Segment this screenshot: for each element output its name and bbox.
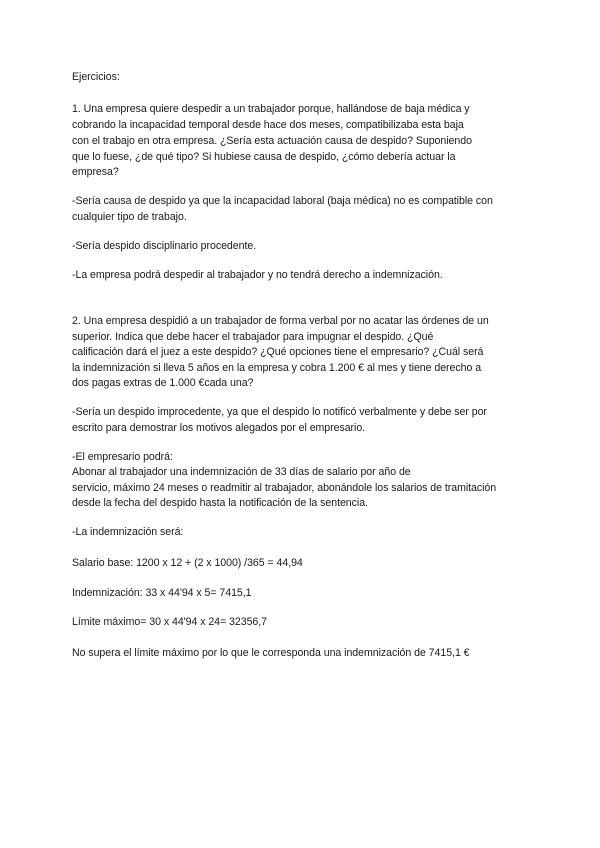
exercise2-question-line: la indemnización si lleva 5 años en la empresa y cobra 1.200 € al mes y tiene derecho a	[72, 362, 482, 374]
exercise2-question-line: calificación dará el juez a este despido? ¿Qué opciones tiene el empresario? ¿Cuál será	[72, 346, 484, 358]
exercise2-answer3: -La indemnización será:	[72, 526, 184, 538]
salario-base: Salario base: 1200 x 12 + (2 x 1000) /365 = 44,94	[72, 557, 303, 569]
heading: Ejercicios:	[72, 71, 120, 83]
conclusion: No supera el límite máximo por lo que le corresponda una indemnización de 7415,1 €	[72, 647, 470, 659]
exercise2-answer2-line: servicio, máximo 24 meses o readmitir al trabajador, abonándole los salarios de tramitación	[72, 482, 497, 494]
exercise1-question-line: empresa?	[72, 166, 119, 178]
exercise2-answer2-line: Abonar al trabajador una indemnización de 33 días de salario por año de	[72, 466, 411, 478]
limite-maximo: Límite máximo= 30 x 44'94 x 24= 32356,7	[72, 616, 268, 628]
exercise2-answer2-line: -El empresario podrá:	[72, 451, 173, 463]
exercise2-answer1-line: -Sería un despido improcedente, ya que el despido lo notificó verbalmente y debe ser por	[72, 406, 487, 418]
exercise1-question-line: que lo fuese, ¿de qué tipo? Si hubiese causa de despido, ¿cómo debería actuar la	[72, 151, 456, 163]
exercise1-question-line: con el trabajo en otra empresa. ¿Sería esta actuación causa de despido? Suponiendo	[72, 135, 472, 147]
exercise1-answer3: -La empresa podrá despedir al trabajador y no tendrá derecho a indemnización.	[72, 269, 443, 281]
exercise2-answer1-line: escrito para demostrar los motivos alegados por el empresario.	[72, 422, 366, 434]
exercise1-question-line: cobrando la incapacidad temporal desde hace dos meses, compatibilizaba esta baja	[72, 119, 464, 131]
exercise1-answer1-line: -Sería causa de despido ya que la incapacidad laboral (baja médica) no es compatible con	[72, 195, 493, 207]
exercise2-question-line: dos pagas extras de 1.000 €cada una?	[72, 377, 254, 389]
exercise1-answer2: -Sería despido disciplinario procedente.	[72, 240, 257, 252]
exercise1-answer1-line: cualquier tipo de trabajo.	[72, 211, 187, 223]
indemnizacion: Indemnización: 33 x 44'94 x 5= 7415,1	[72, 587, 252, 599]
exercise2-question-line: 2. Una empresa despidió a un trabajador de forma verbal por no acatar las órdenes de un	[72, 315, 489, 327]
exercise2-question-line: superior. Indica que debe hacer el trabajador para impugnar el despido. ¿Qué	[72, 331, 434, 343]
exercise1-question-line: 1. Una empresa quiere despedir a un trabajador porque, hallándose de baja médica y	[72, 103, 470, 115]
exercise2-answer2-line: desde la fecha del despido hasta la notificación de la sentencia.	[72, 497, 368, 509]
